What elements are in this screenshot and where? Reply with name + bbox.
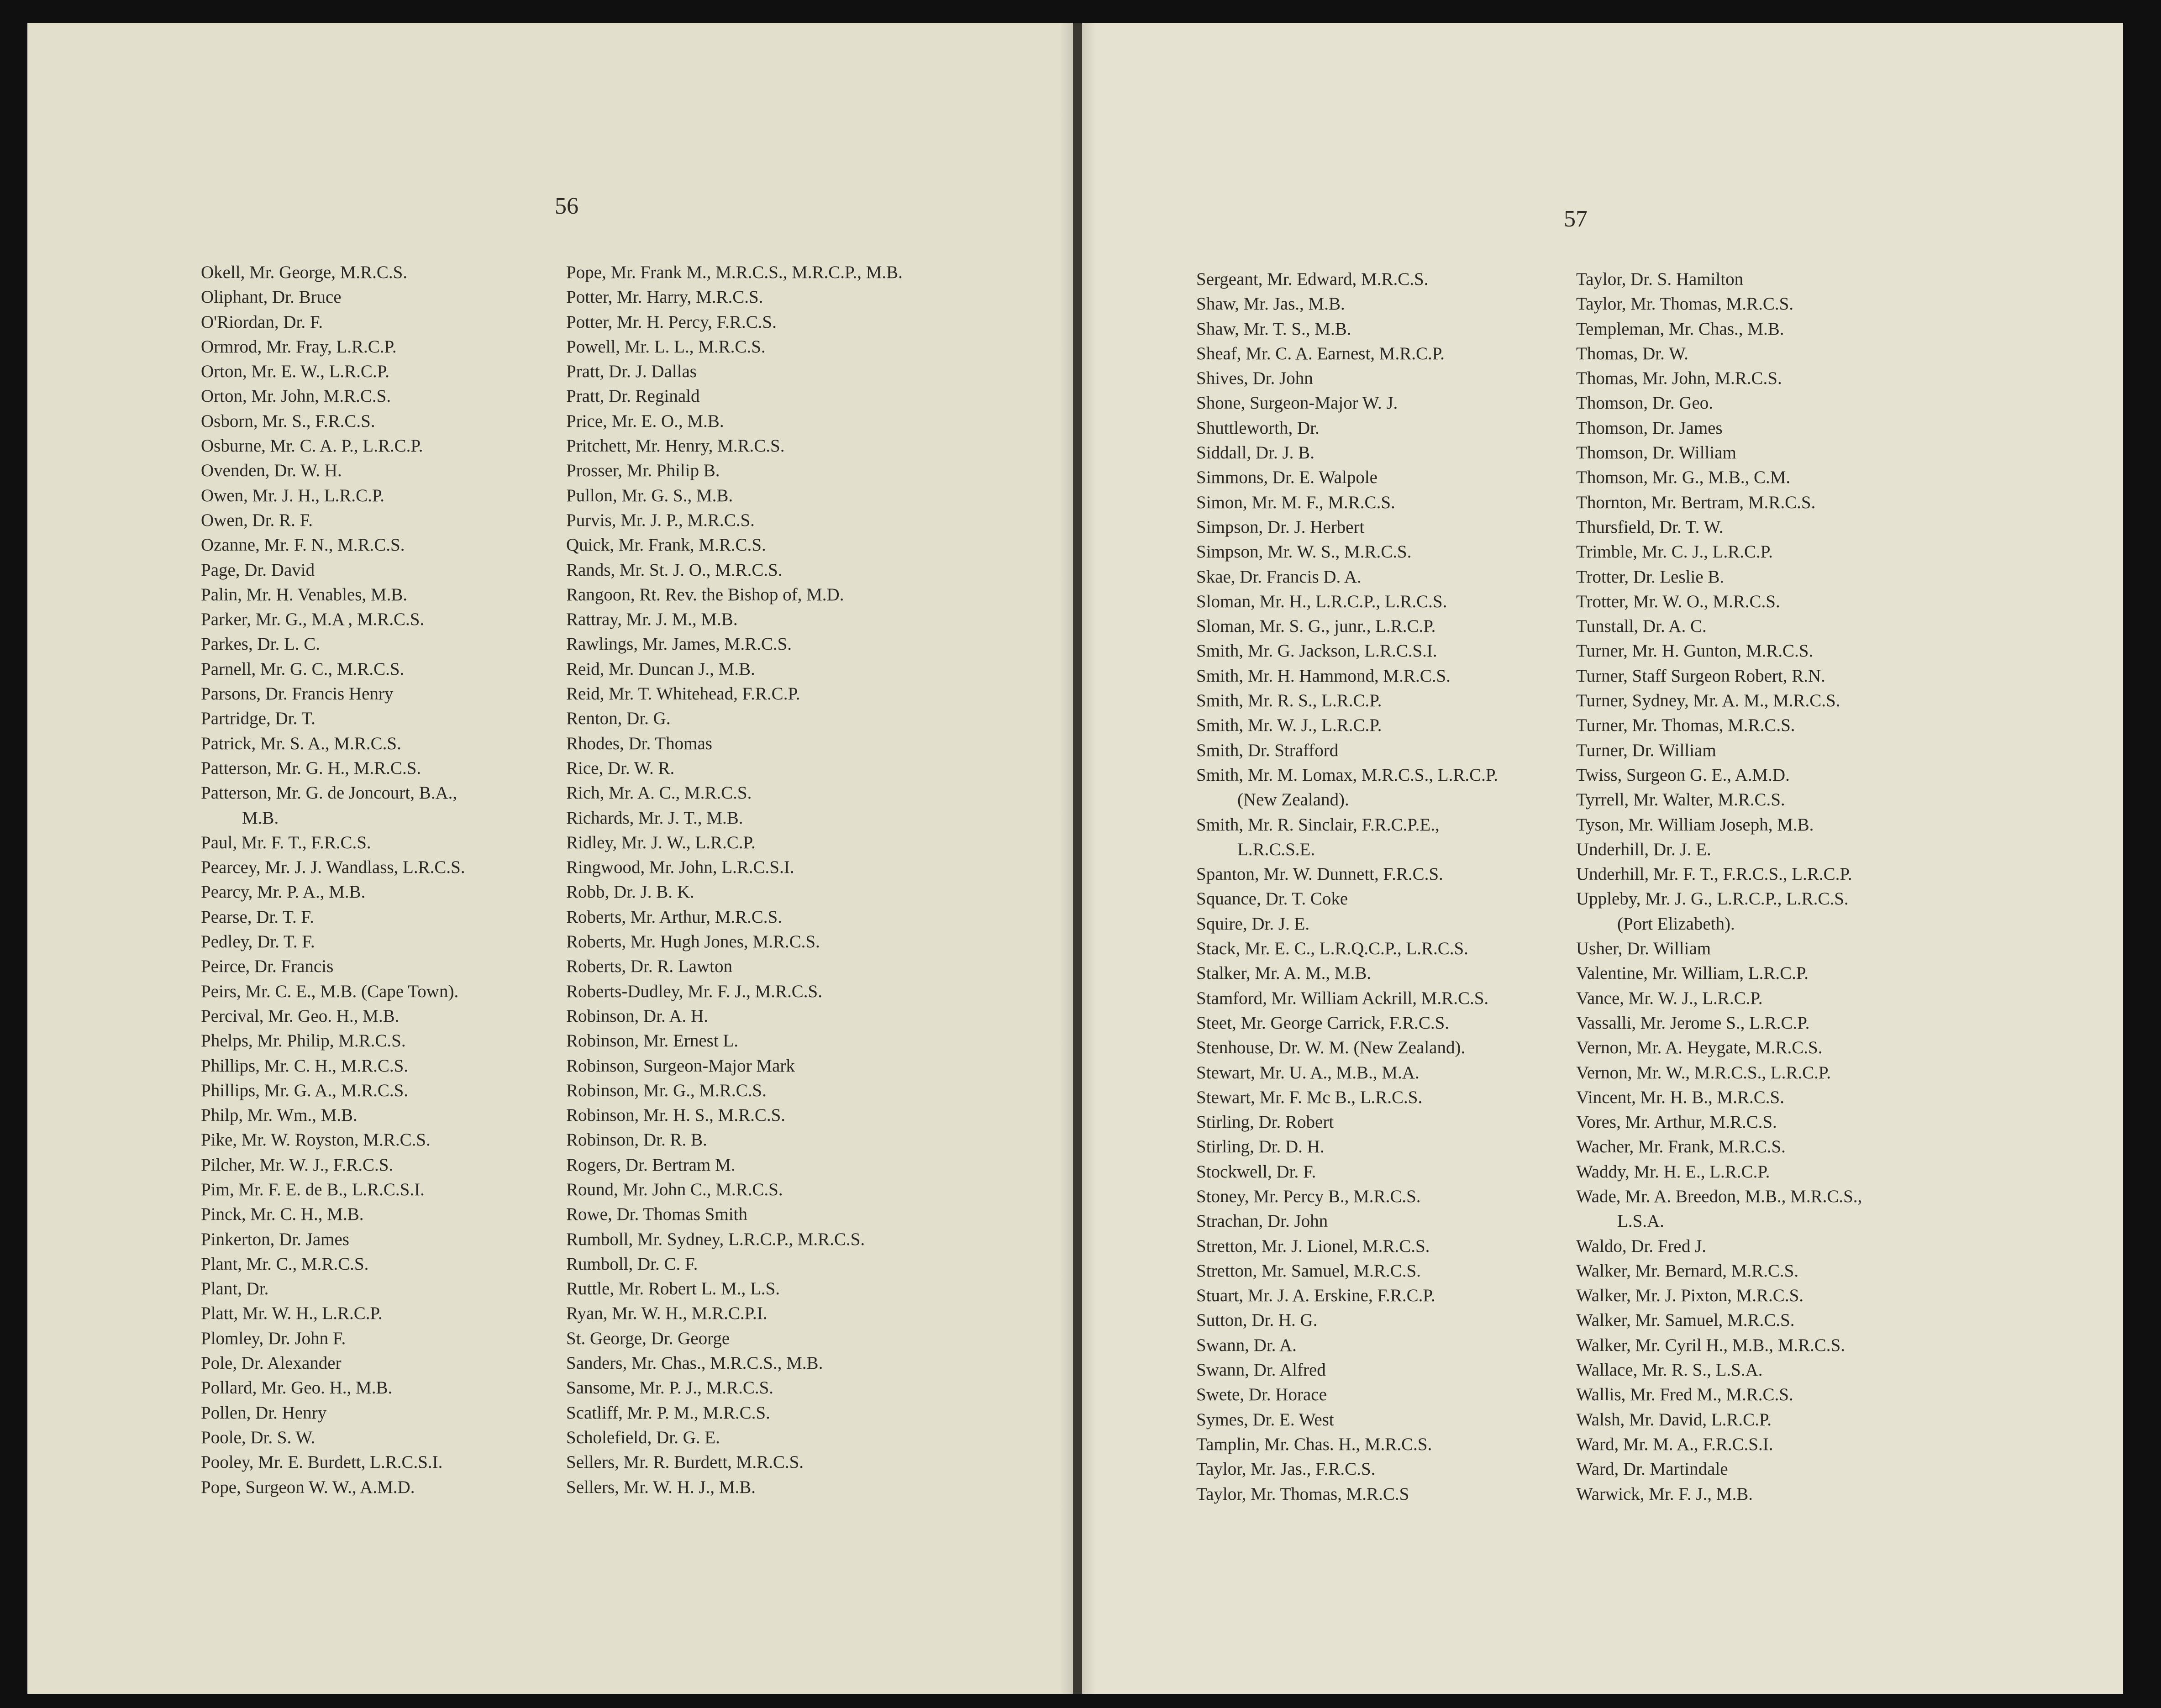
right-page — [1082, 23, 2123, 1694]
directory-entry: Ovenden, Dr. W. H. — [201, 461, 342, 481]
directory-entry: Swann, Dr. Alfred — [1196, 1360, 1326, 1380]
directory-entry: Rich, Mr. A. C., M.R.C.S. — [566, 783, 752, 803]
directory-entry: Sellers, Mr. W. H. J., M.B. — [566, 1477, 756, 1497]
left-page-gutter-shadow — [1059, 23, 1073, 1694]
directory-entry: Walsh, Mr. David, L.R.C.P. — [1576, 1409, 1772, 1429]
directory-entry: Rangoon, Rt. Rev. the Bishop of, M.D. — [566, 584, 844, 604]
directory-entry: Thomson, Dr. William — [1576, 443, 1736, 463]
directory-entry: Phillips, Mr. G. A., M.R.C.S. — [201, 1080, 409, 1100]
page-number-left: 56 — [555, 193, 578, 219]
directory-entry: Renton, Dr. G. — [566, 709, 671, 729]
directory-entry: Warwick, Mr. F. J., M.B. — [1576, 1484, 1753, 1504]
directory-entry: Wacher, Mr. Frank, M.R.C.S. — [1576, 1137, 1786, 1157]
left-page-column-1 — [201, 260, 465, 1500]
directory-entry: Wade, Mr. A. Breedon, M.B., M.R.C.S., — [1576, 1186, 1862, 1206]
directory-entry: Robb, Dr. J. B. K. — [566, 882, 694, 902]
directory-entry: Pope, Surgeon W. W., A.M.D. — [201, 1477, 415, 1497]
directory-entry: Roberts, Dr. R. Lawton — [566, 956, 732, 977]
right-page-gutter-shadow — [1082, 23, 1096, 1694]
directory-entry: Patterson, Mr. G. de Joncourt, B.A., — [201, 783, 457, 803]
directory-entry: Smith, Mr. R. S., L.R.C.P. — [1196, 691, 1382, 711]
directory-entry: Parnell, Mr. G. C., M.R.C.S. — [201, 659, 405, 679]
directory-entry: Thursfield, Dr. T. W. — [1576, 517, 1724, 537]
directory-entry: Pritchett, Mr. Henry, M.R.C.S. — [566, 436, 785, 456]
directory-entry: Paul, Mr. F. T., F.R.C.S. — [201, 832, 371, 852]
directory-entry: Thomson, Dr. Geo. — [1576, 393, 1714, 413]
directory-entry: Powell, Mr. L. L., M.R.C.S. — [566, 336, 766, 357]
directory-entry: Pike, Mr. W. Royston, M.R.C.S. — [201, 1130, 431, 1150]
directory-entry: Symes, Dr. E. West — [1196, 1409, 1334, 1429]
directory-entry: Sanders, Mr. Chas., M.R.C.S., M.B. — [566, 1353, 823, 1373]
directory-entry: Rowe, Dr. Thomas Smith — [566, 1204, 747, 1225]
directory-entry: Okell, Mr. George, M.R.C.S. — [201, 263, 408, 282]
directory-entry: Page, Dr. David — [201, 560, 315, 580]
directory-entry: Pedley, Dr. T. F. — [201, 932, 315, 952]
directory-entry: Stalker, Mr. A. M., M.B. — [1196, 963, 1372, 983]
directory-entry: Simpson, Dr. J. Herbert — [1196, 517, 1365, 537]
entry-continuation: L.S.A. — [1617, 1211, 1664, 1231]
directory-entry: Ward, Dr. Martindale — [1576, 1459, 1728, 1479]
right-page-column-1 — [1196, 267, 1498, 1507]
directory-entry: Pinck, Mr. C. H., M.B. — [201, 1204, 364, 1225]
directory-entry: Shaw, Mr. Jas., M.B. — [1196, 294, 1345, 314]
directory-entry: Peirce, Dr. Francis — [201, 956, 334, 977]
directory-entry: Stirling, Dr. D. H. — [1196, 1137, 1325, 1157]
directory-entry: Pratt, Dr. J. Dallas — [566, 362, 697, 382]
directory-entry: Rogers, Dr. Bertram M. — [566, 1155, 736, 1175]
directory-entry: Pollard, Mr. Geo. H., M.B. — [201, 1378, 393, 1398]
directory-entry: Squire, Dr. J. E. — [1196, 914, 1310, 934]
directory-entry: Reid, Mr. T. Whitehead, F.R.C.P. — [566, 684, 800, 704]
directory-entry: Squance, Dr. T. Coke — [1196, 889, 1348, 909]
directory-entry: Round, Mr. John C., M.R.C.S. — [566, 1179, 783, 1199]
directory-entry: Rawlings, Mr. James, M.R.C.S. — [566, 634, 792, 654]
directory-entry: Trotter, Mr. W. O., M.R.C.S. — [1576, 591, 1780, 611]
directory-entry: Sloman, Mr. S. G., junr., L.R.C.P. — [1196, 616, 1436, 636]
directory-entry: Waddy, Mr. H. E., L.R.C.P. — [1576, 1161, 1770, 1182]
directory-entry: Robinson, Mr. Ernest L. — [566, 1031, 738, 1051]
directory-entry: Reid, Mr. Duncan J., M.B. — [566, 659, 755, 679]
directory-entry: Pole, Dr. Alexander — [201, 1353, 342, 1373]
directory-entry: Osburne, Mr. C. A. P., L.R.C.P. — [201, 436, 423, 456]
directory-entry: Trotter, Dr. Leslie B. — [1576, 567, 1725, 587]
directory-entry: Potter, Mr. H. Percy, F.R.C.S. — [566, 312, 777, 332]
directory-entry: Pratt, Dr. Reginald — [566, 386, 700, 406]
directory-entry: Pollen, Dr. Henry — [201, 1403, 327, 1423]
directory-entry: Vassalli, Mr. Jerome S., L.R.C.P. — [1576, 1013, 1810, 1033]
directory-entry: Walker, Mr. Cyril H., M.B., M.R.C.S. — [1576, 1335, 1845, 1355]
directory-entry: Parkes, Dr. L. C. — [201, 634, 321, 654]
directory-entry: Roberts, Mr. Hugh Jones, M.R.C.S. — [566, 932, 820, 952]
directory-entry: Sheaf, Mr. C. A. Earnest, M.R.C.P. — [1196, 343, 1445, 363]
directory-entry: Shaw, Mr. T. S., M.B. — [1196, 319, 1351, 339]
directory-entry: Stack, Mr. E. C., L.R.Q.C.P., L.R.C.S. — [1196, 939, 1468, 959]
directory-entry: Robinson, Mr. H. S., M.R.C.S. — [566, 1105, 786, 1125]
directory-entry: Turner, Staff Surgeon Robert, R.N. — [1576, 666, 1825, 686]
directory-entry: Potter, Mr. Harry, M.R.C.S. — [566, 287, 763, 307]
directory-entry: Smith, Mr. M. Lomax, M.R.C.S., L.R.C.P. — [1196, 765, 1498, 785]
directory-entry: Ormrod, Mr. Fray, L.R.C.P. — [201, 336, 397, 357]
directory-entry: Stirling, Dr. Robert — [1196, 1112, 1334, 1132]
directory-entry: Ozanne, Mr. F. N., M.R.C.S. — [201, 535, 405, 555]
directory-entry: Underhill, Dr. J. E. — [1576, 839, 1711, 859]
directory-entry: Tunstall, Dr. A. C. — [1576, 616, 1707, 636]
directory-entry: Skae, Dr. Francis D. A. — [1196, 567, 1362, 587]
directory-entry: Plant, Mr. C., M.R.C.S. — [201, 1254, 369, 1274]
directory-entry: Rattray, Mr. J. M., M.B. — [566, 610, 738, 630]
directory-entry: Wallis, Mr. Fred M., M.R.C.S. — [1576, 1385, 1793, 1405]
directory-entry: Usher, Dr. William — [1576, 939, 1711, 959]
directory-entry: Ridley, Mr. J. W., L.R.C.P. — [566, 832, 756, 852]
directory-entry: Scholefield, Dr. G. E. — [566, 1427, 720, 1447]
directory-entry: Sellers, Mr. R. Burdett, M.R.C.S. — [566, 1452, 804, 1472]
directory-entry: Thomson, Dr. James — [1576, 418, 1723, 438]
directory-entry: Vincent, Mr. H. B., M.R.C.S. — [1576, 1087, 1784, 1107]
directory-entry: Percival, Mr. Geo. H., M.B. — [201, 1006, 400, 1026]
directory-entry: Smith, Mr. H. Hammond, M.R.C.S. — [1196, 666, 1451, 686]
directory-entry: Smith, Mr. W. J., L.R.C.P. — [1196, 715, 1382, 736]
left-page-column-2 — [566, 260, 903, 1500]
directory-entry: Twiss, Surgeon G. E., A.M.D. — [1576, 765, 1790, 785]
directory-entry: Stenhouse, Dr. W. M. (New Zealand). — [1196, 1038, 1466, 1058]
directory-entry: Pearse, Dr. T. F. — [201, 907, 314, 927]
directory-entry: Smith, Mr. G. Jackson, L.R.C.S.I. — [1196, 641, 1437, 661]
directory-entry: Ruttle, Mr. Robert L. M., L.S. — [566, 1279, 780, 1299]
directory-entry: Spanton, Mr. W. Dunnett, F.R.C.S. — [1196, 864, 1443, 884]
directory-entry: Parker, Mr. G., M.A , M.R.C.S. — [201, 610, 425, 630]
directory-entry: Price, Mr. E. O., M.B. — [566, 411, 724, 431]
directory-entry: Rumboll, Dr. C. F. — [566, 1254, 698, 1274]
directory-entry: Trimble, Mr. C. J., L.R.C.P. — [1576, 542, 1773, 562]
directory-entry: Rands, Mr. St. J. O., M.R.C.S. — [566, 560, 783, 580]
directory-entry: Richards, Mr. J. T., M.B. — [566, 808, 743, 828]
right-page-column-2 — [1576, 267, 1862, 1507]
directory-entry: Waldo, Dr. Fred J. — [1576, 1236, 1706, 1256]
directory-entry: Underhill, Mr. F. T., F.R.C.S., L.R.C.P. — [1576, 864, 1852, 884]
directory-entry: Rumboll, Mr. Sydney, L.R.C.P., M.R.C.S. — [566, 1229, 865, 1249]
directory-entry: Turner, Dr. William — [1576, 740, 1716, 760]
directory-entry: Pim, Mr. F. E. de B., L.R.C.S.I. — [201, 1179, 425, 1199]
directory-entry: Roberts-Dudley, Mr. F. J., M.R.C.S. — [566, 981, 822, 1001]
directory-entry: Stoney, Mr. Percy B., M.R.C.S. — [1196, 1186, 1421, 1206]
directory-entry: Vernon, Mr. A. Heygate, M.R.C.S. — [1576, 1038, 1823, 1058]
directory-entry: Orton, Mr. E. W., L.R.C.P. — [201, 362, 389, 382]
directory-entry: Turner, Mr. H. Gunton, M.R.C.S. — [1576, 641, 1814, 661]
directory-entry: Stewart, Mr. U. A., M.B., M.A. — [1196, 1062, 1420, 1083]
directory-entry: Pearcey, Mr. J. J. Wandlass, L.R.C.S. — [201, 857, 465, 878]
directory-entry: Taylor, Mr. Thomas, M.R.C.S. — [1576, 294, 1794, 314]
directory-entry: Walker, Mr. J. Pixton, M.R.C.S. — [1576, 1286, 1804, 1306]
directory-entry: Simmons, Dr. E. Walpole — [1196, 468, 1378, 488]
directory-entry: Valentine, Mr. William, L.R.C.P. — [1576, 963, 1809, 983]
directory-entry: St. George, Dr. George — [566, 1328, 730, 1348]
directory-entry: Shives, Dr. John — [1196, 368, 1313, 389]
directory-entry: Platt, Mr. W. H., L.R.C.P. — [201, 1303, 383, 1324]
directory-entry: Siddall, Dr. J. B. — [1196, 443, 1314, 463]
directory-entry: Poole, Dr. S. W. — [201, 1427, 315, 1447]
directory-entry: Taylor, Mr. Jas., F.R.C.S. — [1196, 1459, 1376, 1479]
directory-entry: Robinson, Mr. G., M.R.C.S. — [566, 1080, 767, 1100]
directory-entry: Peirs, Mr. C. E., M.B. (Cape Town). — [201, 981, 459, 1001]
directory-entry: Pope, Mr. Frank M., M.R.C.S., M.R.C.P., M.B. — [566, 263, 903, 282]
directory-entry: Swann, Dr. A. — [1196, 1335, 1297, 1355]
directory-entry: Sansome, Mr. P. J., M.R.C.S. — [566, 1378, 774, 1398]
directory-entry: Vores, Mr. Arthur, M.R.C.S. — [1576, 1112, 1777, 1132]
directory-entry: O'Riordan, Dr. F. — [201, 312, 323, 332]
directory-entry: Walker, Mr. Bernard, M.R.C.S. — [1576, 1261, 1799, 1281]
directory-entry: Oliphant, Dr. Bruce — [201, 287, 342, 307]
entry-continuation: (New Zealand). — [1237, 790, 1349, 810]
directory-entry: Taylor, Dr. S. Hamilton — [1576, 269, 1744, 289]
directory-entry: Plant, Dr. — [201, 1279, 269, 1299]
directory-entry: Steet, Mr. George Carrick, F.R.C.S. — [1196, 1013, 1450, 1033]
directory-entry: Robinson, Dr. A. H. — [566, 1006, 708, 1026]
directory-entry: Rhodes, Dr. Thomas — [566, 733, 712, 753]
directory-entry: Stewart, Mr. F. Mc B., L.R.C.S. — [1196, 1087, 1423, 1107]
directory-entry: Plomley, Dr. John F. — [201, 1328, 346, 1348]
directory-entry: Stretton, Mr. Samuel, M.R.C.S. — [1196, 1261, 1421, 1281]
directory-entry: Ryan, Mr. W. H., M.R.C.P.I. — [566, 1303, 768, 1324]
directory-entry: Stuart, Mr. J. A. Erskine, F.R.C.P. — [1196, 1286, 1435, 1306]
directory-entry: Pilcher, Mr. W. J., F.R.C.S. — [201, 1155, 394, 1175]
directory-entry: Patterson, Mr. G. H., M.R.C.S. — [201, 758, 421, 778]
directory-entry: Uppleby, Mr. J. G., L.R.C.P., L.R.C.S. — [1576, 889, 1849, 909]
directory-entry: Taylor, Mr. Thomas, M.R.C.S — [1196, 1484, 1409, 1504]
directory-entry: Partridge, Dr. T. — [201, 709, 315, 729]
directory-entry: Thomas, Dr. W. — [1576, 343, 1688, 363]
directory-entry: Rice, Dr. W. R. — [566, 758, 675, 778]
directory-entry: Turner, Mr. Thomas, M.R.C.S. — [1576, 715, 1795, 736]
directory-entry: Phillips, Mr. C. H., M.R.C.S. — [201, 1056, 409, 1076]
directory-entry: Walker, Mr. Samuel, M.R.C.S. — [1576, 1310, 1795, 1330]
entry-continuation: (Port Elizabeth). — [1617, 914, 1735, 934]
directory-entry: Pooley, Mr. E. Burdett, L.R.C.S.I. — [201, 1452, 443, 1472]
directory-entry: Thornton, Mr. Bertram, M.R.C.S. — [1576, 492, 1816, 512]
directory-entry: Sutton, Dr. H. G. — [1196, 1310, 1318, 1330]
directory-entry: Sloman, Mr. H., L.R.C.P., L.R.C.S. — [1196, 591, 1447, 611]
directory-entry: Stockwell, Dr. F. — [1196, 1161, 1316, 1182]
directory-entry: Tyrrell, Mr. Walter, M.R.C.S. — [1576, 790, 1785, 810]
directory-entry: Vernon, Mr. W., M.R.C.S., L.R.C.P. — [1576, 1062, 1831, 1083]
directory-entry: Parsons, Dr. Francis Henry — [201, 684, 394, 704]
directory-entry: Thomson, Mr. G., M.B., C.M. — [1576, 468, 1791, 488]
directory-entry: Vance, Mr. W. J., L.R.C.P. — [1576, 988, 1763, 1008]
directory-entry: Thomas, Mr. John, M.R.C.S. — [1576, 368, 1782, 389]
directory-entry: Shuttleworth, Dr. — [1196, 418, 1320, 438]
book-spine — [1073, 23, 1082, 1694]
directory-entry: Wallace, Mr. R. S., L.S.A. — [1576, 1360, 1763, 1380]
directory-entry: Owen, Dr. R. F. — [201, 510, 313, 530]
directory-entry: Shone, Surgeon-Major W. J. — [1196, 393, 1398, 413]
directory-entry: Swete, Dr. Horace — [1196, 1385, 1327, 1405]
directory-entry: Strachan, Dr. John — [1196, 1211, 1328, 1231]
directory-entry: Simpson, Mr. W. S., M.R.C.S. — [1196, 542, 1412, 562]
directory-entry: Pinkerton, Dr. James — [201, 1229, 349, 1249]
directory-entry: Quick, Mr. Frank, M.R.C.S. — [566, 535, 766, 555]
directory-entry: Stamford, Mr. William Ackrill, M.R.C.S. — [1196, 988, 1489, 1008]
directory-entry: Orton, Mr. John, M.R.C.S. — [201, 386, 391, 406]
directory-entry: Tyson, Mr. William Joseph, M.B. — [1576, 815, 1814, 835]
directory-entry: Pullon, Mr. G. S., M.B. — [566, 485, 733, 505]
directory-entry: Philp, Mr. Wm., M.B. — [201, 1105, 358, 1125]
directory-entry: Templeman, Mr. Chas., M.B. — [1576, 319, 1784, 339]
directory-entry: Patrick, Mr. S. A., M.R.C.S. — [201, 733, 401, 753]
directory-entry: Stretton, Mr. J. Lionel, M.R.C.S. — [1196, 1236, 1430, 1256]
directory-entry: Purvis, Mr. J. P., M.R.C.S. — [566, 510, 755, 530]
directory-entry: Robinson, Dr. R. B. — [566, 1130, 707, 1150]
directory-entry: Simon, Mr. M. F., M.R.C.S. — [1196, 492, 1395, 512]
directory-entry: Robinson, Surgeon-Major Mark — [566, 1056, 795, 1076]
directory-entry: Palin, Mr. H. Venables, M.B. — [201, 584, 408, 604]
directory-entry: Tamplin, Mr. Chas. H., M.R.C.S. — [1196, 1434, 1432, 1454]
directory-entry: Ward, Mr. M. A., F.R.C.S.I. — [1576, 1434, 1773, 1454]
directory-entry: Turner, Sydney, Mr. A. M., M.R.C.S. — [1576, 691, 1840, 711]
directory-entry: Smith, Mr. R. Sinclair, F.R.C.P.E., — [1196, 815, 1440, 835]
page-number-right: 57 — [1564, 206, 1588, 232]
directory-entry: Smith, Dr. Strafford — [1196, 740, 1339, 760]
directory-entry: Owen, Mr. J. H., L.R.C.P. — [201, 485, 384, 505]
entry-continuation: L.R.C.S.E. — [1237, 839, 1315, 859]
directory-entry: Scatliff, Mr. P. M., M.R.C.S. — [566, 1403, 770, 1423]
directory-entry: Roberts, Mr. Arthur, M.R.C.S. — [566, 907, 782, 927]
left-page — [27, 23, 1073, 1694]
directory-entry: Ringwood, Mr. John, L.R.C.S.I. — [566, 857, 794, 878]
directory-entry: Phelps, Mr. Philip, M.R.C.S. — [201, 1031, 406, 1051]
entry-continuation: M.B. — [242, 808, 279, 828]
directory-entry: Prosser, Mr. Philip B. — [566, 461, 720, 481]
directory-entry: Osborn, Mr. S., F.R.C.S. — [201, 411, 375, 431]
directory-entry: Sergeant, Mr. Edward, M.R.C.S. — [1196, 269, 1429, 289]
directory-entry: Pearcy, Mr. P. A., M.B. — [201, 882, 366, 902]
